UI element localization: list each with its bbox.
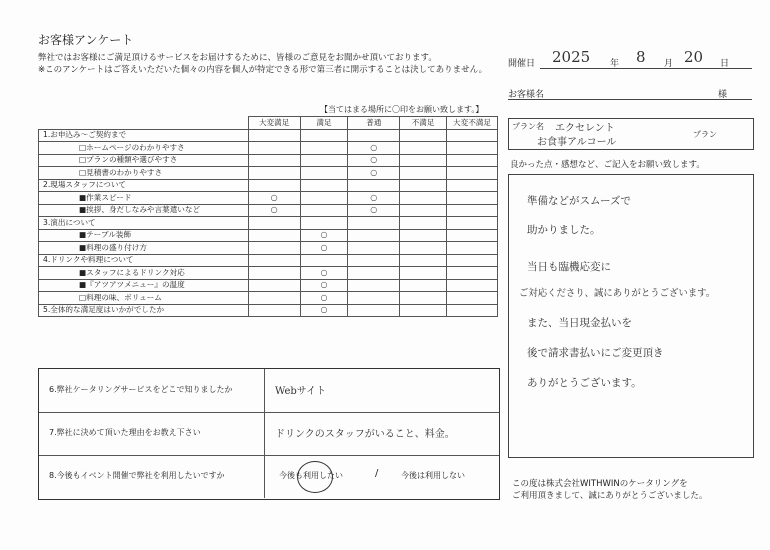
row-label: □プランの種類や選びやすさ xyxy=(39,154,249,167)
rating-cell xyxy=(348,217,400,230)
comments-box xyxy=(508,174,754,458)
plan-box xyxy=(508,118,754,150)
rating-cell xyxy=(300,254,348,267)
rating-cell xyxy=(248,167,300,180)
rating-mark: ○ xyxy=(370,142,378,152)
rating-cell xyxy=(348,192,400,205)
section-row xyxy=(39,254,498,267)
rating-cell xyxy=(300,229,348,242)
rating-cell xyxy=(447,154,498,167)
day-value: 20 xyxy=(684,48,704,66)
question-8-option-yes: 今後も利用したい xyxy=(279,471,343,480)
rating-cell xyxy=(400,192,447,205)
section-row xyxy=(39,179,498,192)
rating-row xyxy=(39,167,498,180)
rating-cell xyxy=(447,242,498,255)
rating-mark: ○ xyxy=(320,292,328,302)
rating-mark: ○ xyxy=(320,242,328,252)
rating-cell xyxy=(300,179,348,192)
instruction-hint: 【当てはまる場所に〇印をお願い致します。】 xyxy=(320,105,484,114)
rating-cell xyxy=(348,129,400,142)
comment-line: ご対応くださり、誠にありがとうございます。 xyxy=(519,288,716,299)
rating-cell xyxy=(348,242,400,255)
rating-cell xyxy=(447,229,498,242)
rating-cell xyxy=(447,254,498,267)
rating-row xyxy=(39,242,498,255)
row-label: 5.全体的な満足度はいかがでしたか xyxy=(39,304,249,317)
year-value: 2025 xyxy=(552,48,591,66)
rating-row xyxy=(39,267,498,280)
rating-cell xyxy=(348,254,400,267)
question-6-label: 6.弊社ケータリングサービスをどこで知りましたか xyxy=(49,385,233,394)
rating-cell xyxy=(400,292,447,305)
column-header: 普通 xyxy=(348,117,400,130)
question-8-divider: / xyxy=(375,468,379,479)
rating-cell xyxy=(348,142,400,155)
rating-row xyxy=(39,142,498,155)
column-header: 不満足 xyxy=(400,117,447,130)
rating-cell xyxy=(248,267,300,280)
row-label: ■料理の盛り付け方 xyxy=(39,242,249,255)
month-unit: 月 xyxy=(664,59,674,69)
answer-circle xyxy=(297,461,333,493)
rating-cell xyxy=(447,267,498,280)
question-8-row xyxy=(39,455,499,498)
rating-cell xyxy=(447,192,498,205)
rating-cell xyxy=(348,167,400,180)
rating-cell xyxy=(248,142,300,155)
rating-cell xyxy=(300,154,348,167)
rating-cell xyxy=(300,204,348,217)
footer-line-2: ご利用頂きまして、誠にありがとうございました。 xyxy=(512,491,708,501)
rating-cell xyxy=(300,304,348,317)
rating-cell xyxy=(447,217,498,230)
comment-line: 当日も臨機応変に xyxy=(527,261,611,273)
questions-box xyxy=(38,368,500,500)
rating-cell xyxy=(300,217,348,230)
rating-cell xyxy=(348,229,400,242)
column-header: 大変不満足 xyxy=(447,117,498,130)
row-label: 1.お申込み～ご契約まで xyxy=(39,129,249,142)
section-row xyxy=(39,304,498,317)
rating-mark: ○ xyxy=(320,280,328,290)
comment-line: 後で請求書払いにご変更頂き xyxy=(527,347,664,359)
question-8-label: 8.今後もイベント開催で弊社を利用したいですか xyxy=(49,471,225,480)
row-label: ■『アツアツメニュー』の温度 xyxy=(39,279,249,292)
comment-line: ありがとうございます。 xyxy=(527,377,642,389)
comment-line: 準備などがスムーズで xyxy=(527,195,631,207)
rating-cell xyxy=(400,179,447,192)
rating-mark: ○ xyxy=(370,205,378,215)
rating-cell xyxy=(400,142,447,155)
row-label: □見積書のわかりやすさ xyxy=(39,167,249,180)
question-7-row xyxy=(39,412,499,456)
rating-cell xyxy=(400,229,447,242)
plan-suffix: プラン xyxy=(693,130,717,139)
rating-cell xyxy=(447,179,498,192)
rating-cell xyxy=(248,254,300,267)
rating-cell xyxy=(348,204,400,217)
rating-cell xyxy=(300,279,348,292)
rating-cell xyxy=(348,304,400,317)
rating-cell xyxy=(447,204,498,217)
ratings-table xyxy=(38,116,498,317)
rating-cell xyxy=(248,154,300,167)
section-row xyxy=(39,129,498,142)
intro-line-2: ※このアンケートはご答えいただいた個々の内容を個人が特定できる形で第三者に開示することは決してありません。 xyxy=(38,65,488,75)
rating-cell xyxy=(447,167,498,180)
rating-cell xyxy=(348,154,400,167)
footer-line-1: この度は株式会社WITHWINのケータリングを xyxy=(512,479,688,489)
rating-cell xyxy=(400,254,447,267)
rating-mark: ○ xyxy=(320,230,328,240)
question-6-answer: Webサイト xyxy=(275,386,327,397)
comment-line: 助かりました。 xyxy=(527,224,601,236)
rating-cell xyxy=(300,167,348,180)
name-underline xyxy=(508,99,752,100)
ratings-body xyxy=(39,129,498,317)
plan-value-2: お食事アルコール xyxy=(537,137,617,148)
rating-mark: ○ xyxy=(270,205,278,215)
row-label: ■作業スピード xyxy=(39,192,249,205)
rating-cell xyxy=(300,142,348,155)
rating-cell xyxy=(300,242,348,255)
question-7-label: 7.弊社に決めて頂いた理由をお教え下さい xyxy=(49,428,201,437)
rating-mark: ○ xyxy=(320,305,328,315)
rating-row xyxy=(39,292,498,305)
rating-cell xyxy=(348,267,400,280)
plan-label: プラン名 xyxy=(512,122,544,131)
rating-cell xyxy=(447,129,498,142)
ratings-header-row xyxy=(39,117,498,130)
rating-row xyxy=(39,279,498,292)
rating-cell xyxy=(300,267,348,280)
customer-name-suffix: 様 xyxy=(718,90,728,100)
plan-value-1: エクセレント xyxy=(555,123,615,134)
rating-cell xyxy=(400,279,447,292)
rating-cell xyxy=(400,267,447,280)
question-7-answer: ドリンクのスタッフがいること、料金。 xyxy=(275,429,455,440)
rating-mark: ○ xyxy=(370,192,378,202)
rating-mark: ○ xyxy=(320,267,328,277)
question-8-option-no: 今後は利用しない xyxy=(401,471,465,480)
rating-cell xyxy=(348,279,400,292)
rating-cell xyxy=(248,204,300,217)
rating-cell xyxy=(447,304,498,317)
row-label: ■挨拶、身だしなみや言葉遣いなど xyxy=(39,204,249,217)
rating-cell xyxy=(400,217,447,230)
rating-cell xyxy=(400,129,447,142)
rating-cell xyxy=(300,129,348,142)
rating-cell xyxy=(248,192,300,205)
rating-row xyxy=(39,192,498,205)
survey-title: お客様アンケート xyxy=(38,33,134,47)
row-label: ■テーブル装飾 xyxy=(39,229,249,242)
rating-row xyxy=(39,154,498,167)
rating-cell xyxy=(400,167,447,180)
date-label: 開催日 xyxy=(508,59,536,69)
rating-cell xyxy=(447,279,498,292)
rating-cell xyxy=(400,304,447,317)
rating-cell xyxy=(248,304,300,317)
comments-label: 良かった点・感想など、ご記入をお願い致します。 xyxy=(510,160,705,170)
rating-cell xyxy=(248,179,300,192)
day-unit: 日 xyxy=(720,59,730,69)
year-unit: 年 xyxy=(610,59,620,69)
rating-cell xyxy=(400,204,447,217)
column-header: 大変満足 xyxy=(248,117,300,130)
rating-cell xyxy=(447,142,498,155)
customer-name-label: お客様名 xyxy=(508,90,545,100)
rating-mark: ○ xyxy=(270,192,278,202)
rating-cell xyxy=(348,179,400,192)
rating-cell xyxy=(248,292,300,305)
row-label: □料理の味、ボリューム xyxy=(39,292,249,305)
rating-row xyxy=(39,229,498,242)
rating-cell xyxy=(348,292,400,305)
row-label: 3.演出について xyxy=(39,217,249,230)
question-6-row xyxy=(39,369,499,413)
row-label: □ホームページのわかりやすさ xyxy=(39,142,249,155)
rating-cell xyxy=(248,217,300,230)
comment-line: また、当日現金払いを xyxy=(527,317,632,329)
rating-cell xyxy=(248,129,300,142)
rating-row xyxy=(39,204,498,217)
row-label: ■スタッフによるドリンク対応 xyxy=(39,267,249,280)
column-header: 満足 xyxy=(300,117,348,130)
rating-cell xyxy=(447,292,498,305)
rating-cell xyxy=(248,279,300,292)
row-label: 4.ドリンクや料理について xyxy=(39,254,249,267)
rating-mark: ○ xyxy=(370,155,378,165)
section-row xyxy=(39,217,498,230)
rating-mark: ○ xyxy=(370,167,378,177)
footer-message xyxy=(512,478,707,502)
rating-cell xyxy=(248,229,300,242)
rating-cell xyxy=(300,192,348,205)
intro-line-1: 弊社ではお客様にご満足頂けるサービスをお届けするために、皆様のご意見をお聞かせ頂いております。 xyxy=(38,53,437,63)
rating-cell xyxy=(300,292,348,305)
rating-cell xyxy=(248,242,300,255)
month-value: 8 xyxy=(636,48,646,66)
survey-intro xyxy=(38,52,496,76)
rating-cell xyxy=(400,154,447,167)
rating-cell xyxy=(400,242,447,255)
row-label: 2.現場スタッフについて xyxy=(39,179,249,192)
